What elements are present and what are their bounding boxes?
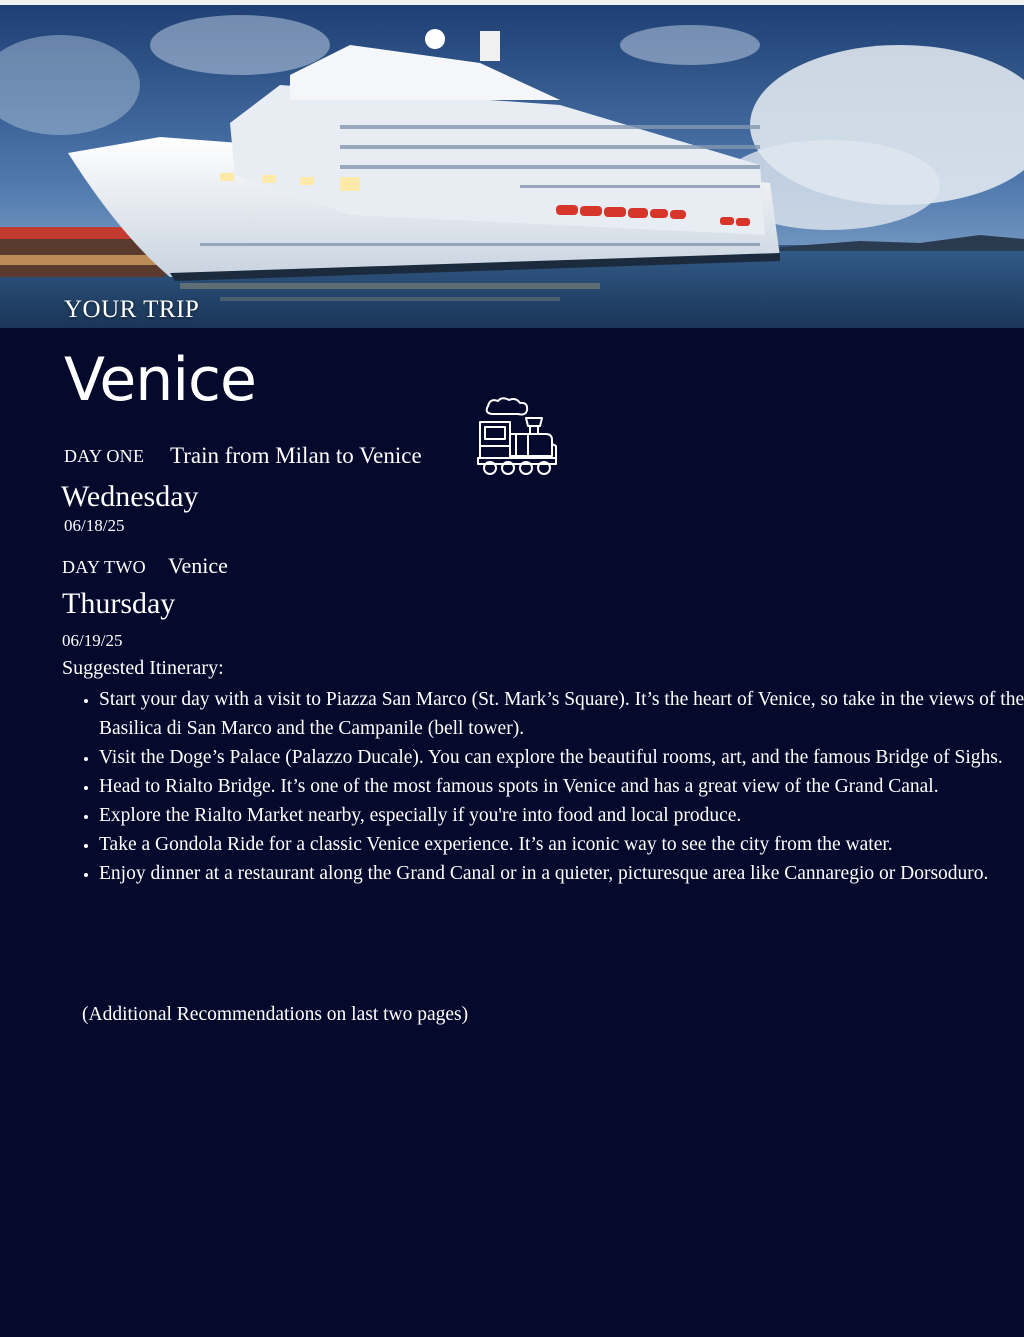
train-icon [476,396,558,476]
day-two-date: 06/19/25 [62,631,123,650]
day-one-label: DAY ONE [64,446,145,466]
additional-note: (Additional Recommendations on last two pages) [82,1004,469,1025]
day-one-date: 06/18/25 [64,516,125,535]
page-title: Venice [64,345,256,415]
list-item: • Head to Rialto Bridge. It’s one of the most famous spots in Venice and has a great view of the Grand Canal. [99,772,1024,801]
list-item: • Start your day with a visit to Piazza San Marco (St. Mark’s Square). It’s the heart of Venice, so take in the views of the Basilica di San Marco and the Campanile (bell tower). [99,685,1024,743]
list-item: • Explore the Rialto Market nearby, especially if you're into food and local produce. [99,801,1024,830]
itinerary-list [62,685,1024,888]
hero-label: YOUR TRIP [64,296,200,323]
day-one-description: Train from Milan to Venice [170,443,422,468]
itinerary-heading: Suggested Itinerary: [62,657,224,679]
list-item: • Take a Gondola Ride for a classic Venice experience. It’s an iconic way to see the city from the water. [99,830,1024,859]
day-one-weekday: Wednesday [61,480,199,513]
day-two-weekday: Thursday [62,587,176,620]
hero-image-cruise-ship [0,5,1024,328]
list-item: • Enjoy dinner at a restaurant along the Grand Canal or in a quieter, picturesque area like Cannaregio or Dorsoduro. [99,859,1024,888]
day-two-description: Venice [168,553,228,578]
list-item: • Visit the Doge’s Palace (Palazzo Ducale). You can explore the beautiful rooms, art, and the famous Bridge of Sighs. [99,743,1024,772]
day-two-label: DAY TWO [62,557,146,577]
